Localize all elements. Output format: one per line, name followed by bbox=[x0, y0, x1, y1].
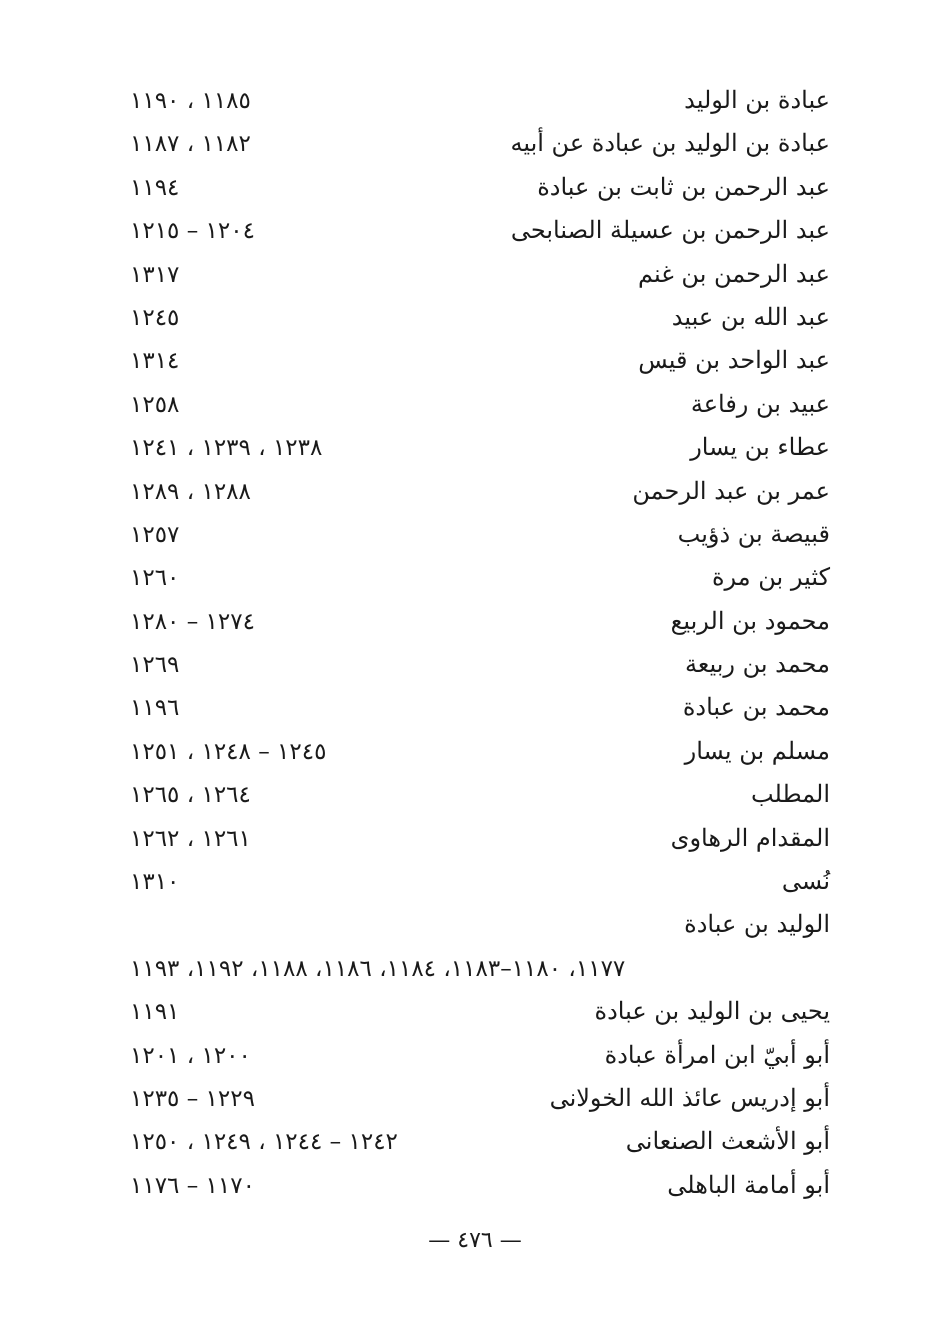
index-entry bbox=[130, 646, 830, 689]
index-entry bbox=[130, 1037, 830, 1080]
entry-refs: ١٢٨٨ ، ١٢٨٩ bbox=[130, 478, 251, 505]
entry-name: محمد بن ربيعة bbox=[685, 650, 830, 679]
index-entry bbox=[130, 256, 830, 299]
entry-refs: ١١٩٦ bbox=[130, 695, 180, 722]
entry-refs: ١٣١٧ bbox=[130, 261, 180, 288]
entry-name: عطاء بن يسار bbox=[690, 433, 830, 462]
index-entry bbox=[130, 733, 830, 776]
index-entry bbox=[130, 1167, 830, 1210]
entry-name: الوليد بن عبادة bbox=[684, 910, 830, 939]
entry-name: المقدام الرهاوى bbox=[670, 823, 830, 852]
index-entry bbox=[130, 993, 830, 1036]
index-entry bbox=[130, 603, 830, 646]
entry-name: عبادة بن الوليد bbox=[684, 86, 830, 114]
entry-name: عمر بن عبد الرحمن bbox=[632, 476, 830, 505]
entry-name: محمود بن الربيع bbox=[670, 606, 830, 635]
entry-name: عبد الواحد بن قيس bbox=[638, 346, 830, 375]
entry-refs: ١١٧٧، ١١٨٠–١١٨٣، ١١٨٤، ١١٨٦، ١١٨٨، ١١٩٢، ١١٩٣ bbox=[130, 955, 626, 982]
index-entry bbox=[130, 559, 830, 602]
entry-refs: ١١٨٥ ، ١١٩٠ bbox=[130, 88, 251, 114]
index-entry bbox=[130, 125, 830, 168]
index-entry bbox=[130, 1080, 830, 1123]
name-index-list bbox=[130, 82, 830, 1210]
entry-name: عبد الرحمن بن عسيلة الصنابحى bbox=[510, 216, 830, 245]
entry-refs: ١٢٠٠ ، ١٢٠١ bbox=[130, 1042, 251, 1069]
entry-name: أبو الأشعث الصنعانى bbox=[625, 1127, 830, 1156]
entry-refs: ١٢٦٤ ، ١٢٦٥ bbox=[130, 782, 251, 809]
entry-name: قبيصة بن ذؤيب bbox=[677, 519, 830, 548]
entry-refs: ١٢٣٨ ، ١٢٣٩ ، ١٢٤١ bbox=[130, 435, 323, 462]
entry-name: عبد الرحمن بن ثابت بن عبادة bbox=[537, 172, 830, 201]
entry-refs: ١١٩٤ bbox=[130, 174, 180, 201]
index-entry bbox=[130, 169, 830, 212]
index-entry bbox=[130, 1123, 830, 1166]
entry-refs: ١٢٦١ ، ١٢٦٢ bbox=[130, 825, 251, 852]
entry-name: أبو أمامة الباهلى bbox=[667, 1170, 830, 1199]
entry-name: مسلم بن يسار bbox=[684, 736, 830, 765]
entry-name: كثير بن مرة bbox=[711, 563, 830, 592]
entry-name: عبد الله بن عبيد bbox=[671, 302, 830, 331]
index-entry bbox=[130, 516, 830, 559]
entry-refs: ١٢٦٩ bbox=[130, 652, 180, 679]
entry-refs: ١٢٥٧ bbox=[130, 521, 180, 548]
entry-name: المطلب bbox=[750, 780, 830, 809]
entry-refs: ١٢٦٠ bbox=[130, 565, 180, 592]
entry-refs: ١٢٧٤ – ١٢٨٠ bbox=[130, 608, 255, 635]
index-entry bbox=[130, 342, 830, 385]
index-entry bbox=[130, 776, 830, 819]
index-entry bbox=[130, 863, 830, 906]
index-entry bbox=[130, 906, 830, 949]
index-entry bbox=[130, 429, 830, 472]
index-entry bbox=[130, 386, 830, 429]
index-entry bbox=[130, 212, 830, 255]
entry-refs: ١٢٢٩ – ١٢٣٥ bbox=[130, 1085, 255, 1112]
index-entry bbox=[130, 82, 830, 125]
entry-name: نُسى bbox=[781, 867, 830, 896]
entry-name: أبو إدريس عائذ الله الخولانى bbox=[549, 1083, 830, 1112]
entry-refs: ١٣١٤ bbox=[130, 348, 180, 375]
entry-name: يحيى بن الوليد بن عبادة bbox=[594, 997, 830, 1026]
entry-name: أبو أبيّ ابن امرأة عبادة bbox=[604, 1040, 830, 1069]
entry-name: عبادة بن الوليد بن عبادة عن أبيه bbox=[510, 129, 830, 158]
entry-name: عبيد بن رفاعة bbox=[690, 389, 830, 418]
index-entry bbox=[130, 689, 830, 732]
entry-refs: ١١٨٢ ، ١١٨٧ bbox=[130, 131, 251, 158]
entry-refs: ١١٧٠ – ١١٧٦ bbox=[130, 1172, 255, 1199]
page-number: — ٤٧٦ — bbox=[428, 1228, 522, 1253]
entry-refs: ١٢٥٨ bbox=[130, 391, 180, 418]
entry-refs: ١٣١٠ bbox=[130, 869, 180, 896]
entry-name: عبد الرحمن بن غنم bbox=[638, 259, 830, 288]
entry-refs: ١٢٤٢ – ١٢٤٤ ، ١٢٤٩ ، ١٢٥٠ bbox=[130, 1129, 398, 1156]
entry-name: محمد بن عبادة bbox=[682, 693, 830, 722]
index-entry bbox=[130, 473, 830, 516]
entry-refs: ١٢٤٥ bbox=[130, 304, 180, 331]
entry-refs: ١١٩١ bbox=[130, 999, 180, 1026]
entry-refs: ١٢٠٤ – ١٢١٥ bbox=[130, 218, 255, 245]
index-entry bbox=[130, 299, 830, 342]
index-entry bbox=[130, 820, 830, 863]
entry-refs: ١٢٤٥ – ١٢٤٨ ، ١٢٥١ bbox=[130, 738, 327, 765]
index-entry-continuation bbox=[130, 950, 830, 993]
